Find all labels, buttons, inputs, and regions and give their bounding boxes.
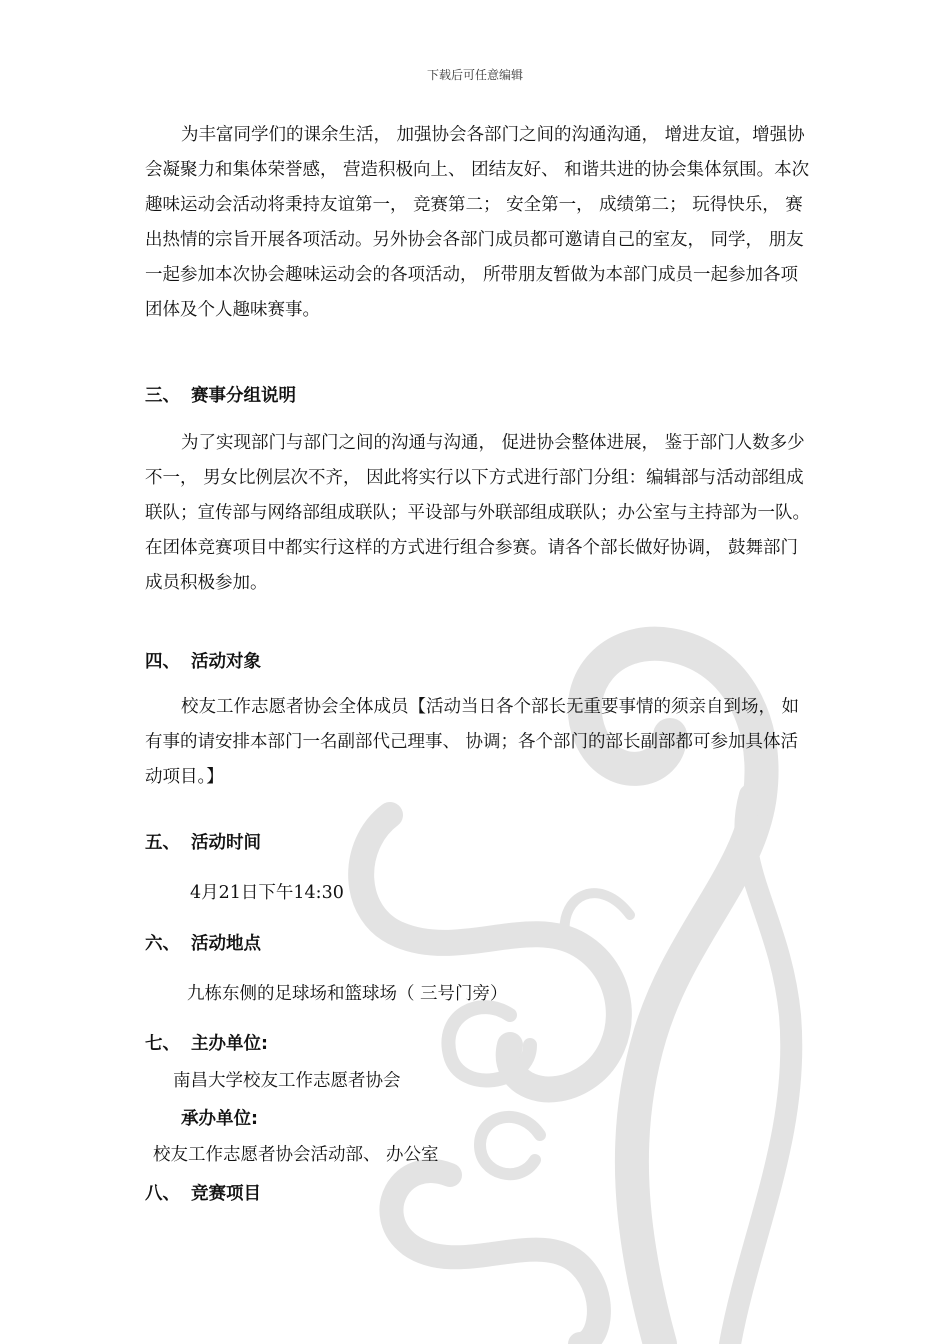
co-organizer-label: 承办单位: xyxy=(181,1109,258,1129)
section-3-body: 为了实现部门与部门之间的沟通与沟通， 促进协会整体进展， 鉴于部门人数多少不一， 男女比例层次不齐， 因此将实行以下方式进行部门分组：编辑部与活动部组成联队；宣传部与网络部组成联队；平设部与外联部组成联队；办公室与主持部为一队。在团体竞赛项目中都实行这样的方式进行组合参赛。请各个部长做好协调， 鼓舞部门成员积极参加。 xyxy=(145,433,810,593)
section-number: 五、 xyxy=(145,833,180,853)
co-organizer-name: 校友工作志愿者协会活动部、 办公室 xyxy=(153,1145,439,1165)
section-title: 竞赛项目 xyxy=(191,1184,261,1204)
section-number: 六、 xyxy=(145,934,180,954)
section-4-body: 校友工作志愿者协会全体成员【活动当日各个部长无重要事情的须亲自到场， 如有事的请安排本部门一名副部代己理事、 协调；各个部门的部长副部都可参加具体活动项目。】 xyxy=(145,697,800,787)
section-title: 主办单位: xyxy=(191,1034,268,1054)
page-header: 下载后可任意编辑 xyxy=(426,68,523,82)
section-title: 赛事分组说明 xyxy=(191,386,296,406)
section-7-heading xyxy=(145,1030,268,1055)
section-number: 三、 xyxy=(145,386,180,406)
section-number: 八、 xyxy=(145,1184,180,1204)
section-3-heading xyxy=(145,382,296,407)
section-6-heading xyxy=(145,930,261,955)
organizer-name: 南昌大学校友工作志愿者协会 xyxy=(173,1071,401,1091)
section-title: 活动时间 xyxy=(191,833,261,853)
section-6-body: 九栋东侧的足球场和篮球场（ 三号门旁） xyxy=(187,984,508,1004)
section-5-heading xyxy=(145,829,261,854)
section-title: 活动对象 xyxy=(191,652,261,672)
section-number: 四、 xyxy=(145,652,180,672)
section-5-body: 4月21日下午14:30 xyxy=(190,883,344,903)
section-4-heading xyxy=(145,648,261,673)
section-8-heading xyxy=(145,1180,261,1205)
section-number: 七、 xyxy=(145,1034,180,1054)
intro-paragraph: 为丰富同学们的课余生活， 加强协会各部门之间的沟通沟通， 增进友谊，增强协会凝聚力和集体荣誉感， 营造积极向上、 团结友好、 和谐共进的协会集体氛围。本次趣味运动会活动将秉持友谊第一， 竞赛第二； 安全第一， 成绩第二； 玩得快乐， 赛出热情的宗旨开展各项活动。另外协会各部门成员都可邀请自己的室友， 同学， 朋友一起参加本次协会趣味运动会的各项活动， 所带朋友暂做为本部门成员一起参加各项团体及个人趣味赛事。 xyxy=(145,125,810,320)
section-title: 活动地点 xyxy=(191,934,261,954)
